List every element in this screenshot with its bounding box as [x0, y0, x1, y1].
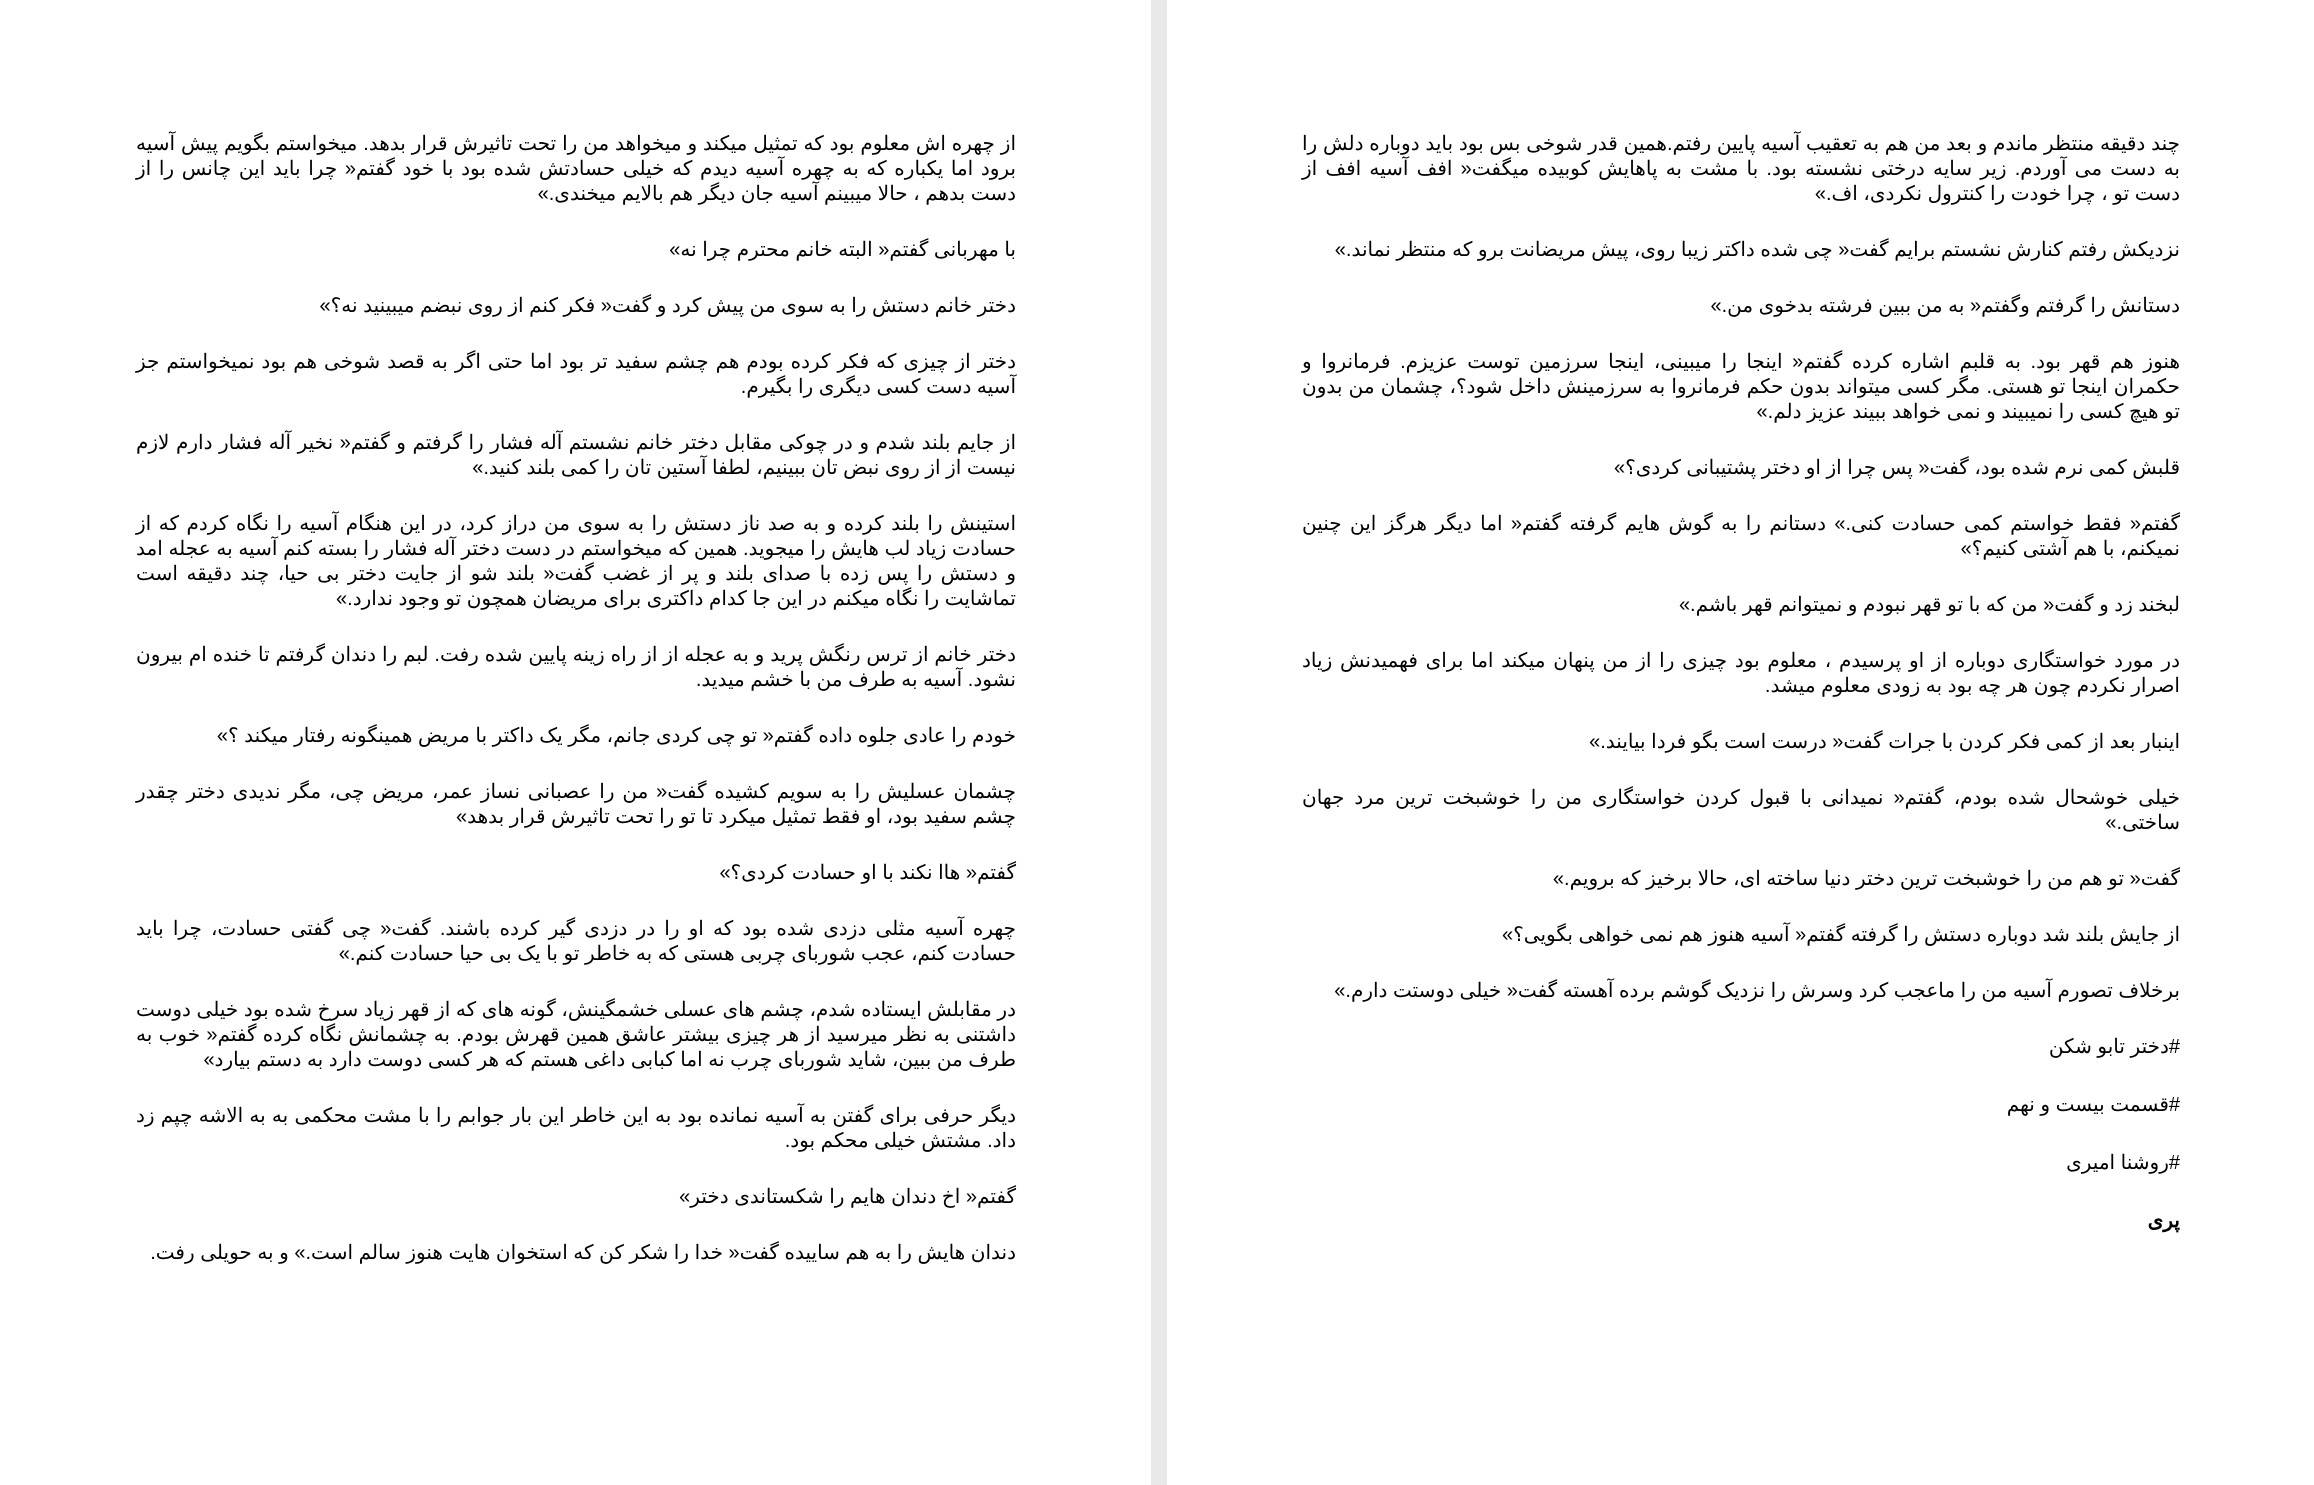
hashtag: #دختر تابو شکن [2048, 1036, 2180, 1058]
paragraph: گفت« تو هم من را خوشبخت ترین دختر دنیا ساخته ای، حالا برخیز که برویم.» [1552, 868, 2180, 890]
paragraph: در مقابلش ایستاده شدم، چشم های عسلی خشمگینش، گونه های که از قهر زیاد سرخ شده بود خیلی دوست داشتنی به نظر میرسید از هر چیزی بیشتر عاشق همین قهرش بودم. به چشمانش نگاه کرده گفتم« خوب به طرف من ببین، شاید شوربای چرب نه اما کبابی داغی هستم که هر کسی دوست دارد به دستم بیارد» [136, 999, 1016, 1071]
paragraph: لبخند زد و گفت« من که با تو قهر نبودم و نمیتوانم قهر باشم.» [1678, 594, 2180, 616]
paragraph: دختر خانم دستش را به سوی من پیش کرد و گفت« فکر کنم از روی نبضم میبینید نه؟» [319, 295, 1016, 317]
paragraph: استینش را بلند کرده و به صد ناز دستش را به سوی من دراز کرد، در این هنگام آسیه را نگاه کردم که از حسادت زیاد لب هایش را میجوید. همین که میخواستم در دست دختر آله فشار را بسته کنم آسیه به عجله امد و دستش را پس زده با صدای بلند و پر از غضب گفت« بلند شو از جایت دختر بی حیا، چند دقیقه است تماشایت را نگاه میکنم در این جا کدام داکتری برای مریضان همچون تو وجود ندارد.» [136, 513, 1016, 610]
paragraph: از جایش بلند شد دوباره دستش را گرفته گفتم« آسیه هنوز هم نمی خواهی بگویی؟» [1502, 924, 2180, 946]
paragraph: خیلی خوشحال شده بودم، گفتم« نمیدانی با قبول کردن خواستگاری من را خوشبخت ترین مرد جهان ساختی.» [1302, 787, 2180, 834]
paragraph: چهره آسیه مثلی دزدی شده بود که او را در دزدی گیر کرده باشند. گفت« چی گفتی حسادت، چرا باید حسادت کنم، عجب شوربای چربی هستی که به خاطر تو با یک بی حیا حسادت کنم.» [136, 918, 1016, 965]
paragraph: گفتم« فقط خواستم کمی حسادت کنی.» دستانم را به گوش هایم گرفته گفتم« اما دیگر هرگز این چنین نمیکنم، با هم آشتی کنیم؟» [1302, 513, 2180, 560]
paragraph: اینبار بعد از کمی فکر کردن با جرات گفت« درست است بگو فردا بیایند.» [1589, 731, 2180, 753]
paragraph: دختر از چیزی که فکر کرده بودم هم چشم سفید تر بود اما حتی اگر به قصد شوخی هم بود نمیخواستم جز آسیه دست کسی دیگری را بگیرم. [136, 351, 1016, 398]
paragraph: چشمان عسلیش را به سویم کشیده گفت« من را عصبانی نساز عمر، مریض چی، مگر ندیدی دختر چقدر چشم سفید بود، او فقط تمثیل میکرد تا تو را تحت تاثیرش قرار بدهد» [136, 781, 1016, 828]
paragraph: در مورد خواستگاری دوباره از او پرسیدم ، معلوم بود چیزی را از من پنهان میکند اما برای فهمیدنش زیاد اصرار نکردم چون هر چه بود به زودی معلوم میشد. [1302, 650, 2180, 697]
paragraph: دندان هایش را به هم ساییده گفت« خدا را شکر کن که استخوان هایت هنوز سالم است.» و به حویلی رفت. [150, 1242, 1016, 1264]
paragraph: چند دقیقه منتظر ماندم و بعد من هم به تعقیب آسیه پایین رفتم.همین قدر شوخی بس بود باید دوباره دلش را به دست می آوردم. زیر سایه درختی نشسته بود. با مشت به پاهایش کوبیده میگفت« افف آسیه افف از دست تو ، چرا خودت را کنترول نکردی، اف.» [1302, 133, 2180, 205]
paragraph: از چهره اش معلوم بود که تمثیل میکند و میخواهد من را تحت تاثیرش قرار بدهد. میخواستم بگویم پیش آسیه برود اما یکباره که به چهره آسیه دیدم که خیلی حسادتش شده بود با خود گفتم« چرا باید این چانس را از دست بدهم ، حالا میبینم آسیه جان دیگر هم بالایم میخندی.» [136, 133, 1016, 205]
paragraph: خودم را عادی جلوه داده گفتم« تو چی کردی جانم، مگر یک داکتر با مریض همینگونه رفتار میکند ؟» [216, 725, 1016, 747]
page-left [0, 0, 1151, 1485]
hashtag: #قسمت بیست و نهم [2006, 1094, 2180, 1116]
paragraph: دختر خانم از ترس رنگش پرید و به عجله از از راه زینه پایین شده رفت. لبم را دندان گرفتم تا خنده ام بیرون نشود. آسیه به طرف من با خشم میدید. [136, 644, 1016, 691]
paragraph: برخلاف تصورم آسیه من را ماعجب کرد وسرش را نزدیک گوشم برده آهسته گفت« خیلی دوستت دارم.» [1334, 980, 2180, 1002]
hashtag: #روشنا امیری [2066, 1152, 2180, 1174]
paragraph: از جایم بلند شدم و در چوکی مقابل دختر خانم نشستم آله فشار را گرفتم و گفتم« نخیر آله فشار دارم لازم نیست از از روی نبض تان ببینیم، لطفا آستین تان را کمی بلند کنید.» [136, 432, 1016, 479]
paragraph: با مهربانی گفتم« البته خانم محترم چرا نه» [669, 239, 1016, 261]
right-page-text [1302, 132, 2180, 1265]
paragraph: گفتم« هاا نکند با او حسادت کردی؟» [719, 862, 1016, 884]
signature: پری [2147, 1210, 2180, 1232]
left-page-text [136, 132, 1016, 1297]
page-right [1167, 0, 2314, 1485]
paragraph: دیگر حرفی برای گفتن به آسیه نمانده بود به این خاطر این بار جوابم را با مشت محکمی به به الاشه چپم زد داد. مشتش خیلی محکم بود. [136, 1105, 1016, 1152]
paragraph: گفتم« اخ دندان هایم را شکستاندی دختر» [679, 1186, 1016, 1208]
paragraph: هنوز هم قهر بود. به قلبم اشاره کرده گفتم« اینجا را میبینی، اینجا سرزمین توست عزیزم. فرمانروا و حکمران اینجا تو هستی. مگر کسی میتواند بدون حکم فرمانروا به سرزمینش داخل شود؟، چشمان من بدون تو هیچ کسی را نمیبیند و نمی خواهد ببیند عزیز دلم.» [1302, 351, 2180, 423]
paragraph: نزدیکش رفتم کنارش نشستم برایم گفت« چی شده داکتر زیبا روی، پیش مریضانت برو که منتظر نماند.» [1334, 239, 2180, 261]
paragraph: دستانش را گرفتم وگفتم« به من ببین فرشته بدخوی من.» [1710, 295, 2180, 317]
paragraph: قلبش کمی نرم شده بود، گفت« پس چرا از او دختر پشتیبانی کردی؟» [1613, 457, 2180, 479]
